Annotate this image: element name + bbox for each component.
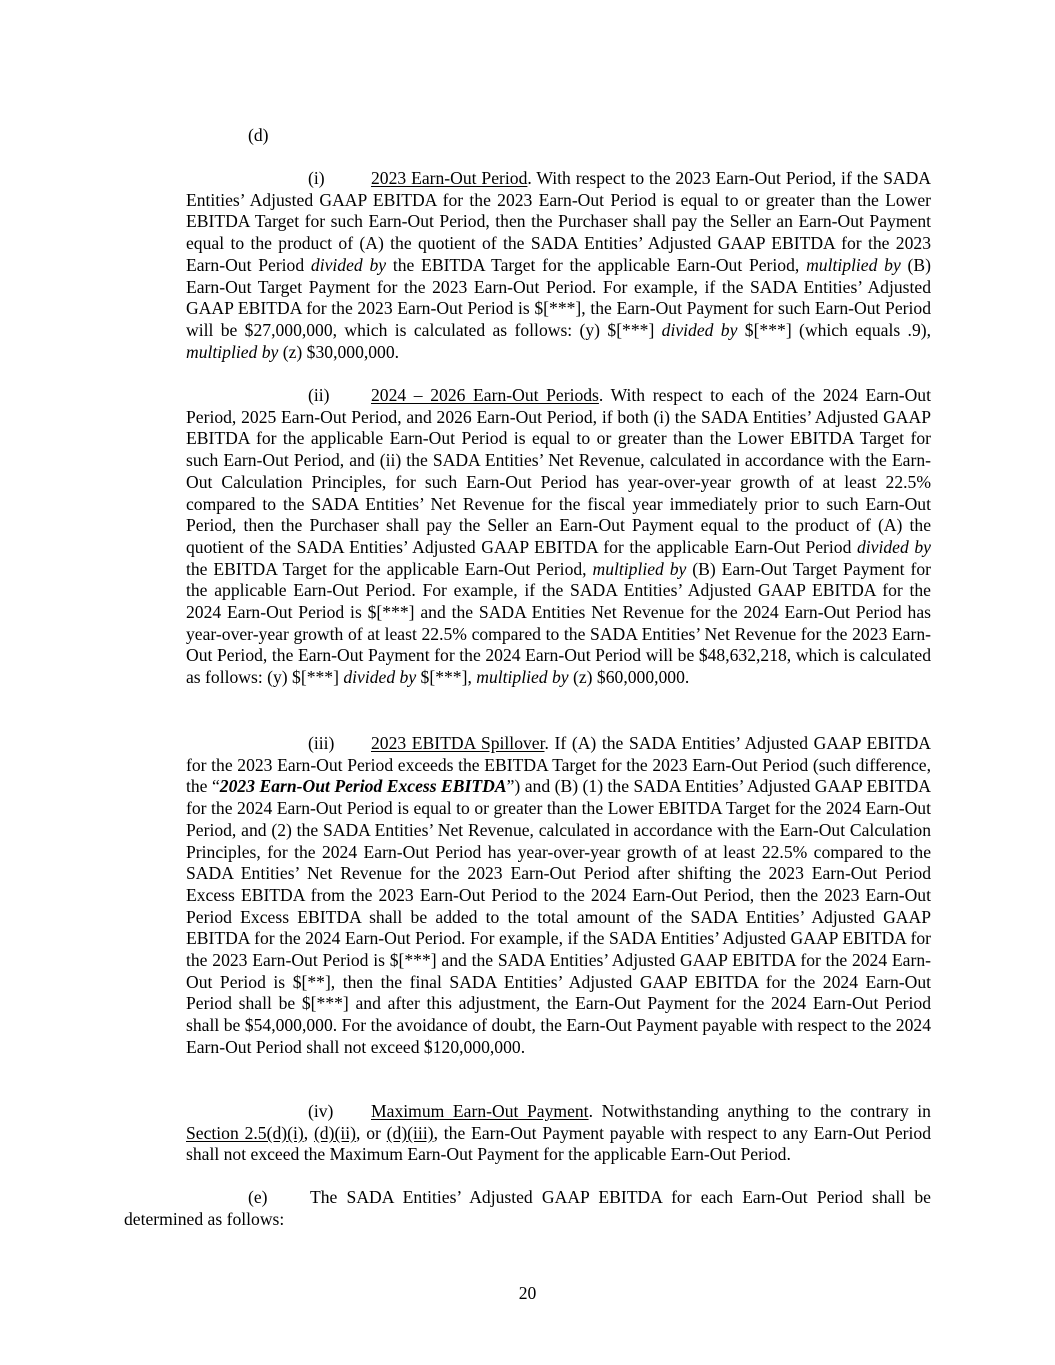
clause-text: . If (A) the SADA Entities’ Adjusted GAAP EBITDA for the 2023 Earn-Out Period exceeds the EBITDA Target for the 2023 Earn-Out Period (such difference, the “	[186, 733, 931, 797]
italic-term: divided by	[856, 536, 931, 557]
section-reference-link[interactable]: (d)(iii)	[386, 1122, 434, 1143]
clause-number: (e)	[248, 1187, 268, 1207]
clause-text: (B) Earn-Out Target Payment for the applicable Earn-Out Period. For example, if the SADA Entities’ Adjusted GAAP EBITDA for the 2024 Earn-Out Period is $[***] and the SADA Entities Net Revenue for the 2024 Earn-Out Period has year-over-year growth of at least 22.5% compared to the SADA Entities’ Net Revenue for the 2023 Earn-Out Period, the Earn-Out Payment for the 2024 Earn-Out Period will be $48,632,218, which is calculated as follows: (y) $[***]	[186, 558, 931, 688]
page-number: 20	[518, 1283, 537, 1303]
clause-title: 2023 Earn-Out Period	[371, 168, 528, 188]
italic-term: multiplied by	[806, 254, 901, 275]
italic-term: multiplied by	[476, 667, 569, 688]
defined-term: 2023 Earn-Out Period Excess EBITDA	[219, 776, 507, 797]
clause-iii	[186, 733, 931, 1059]
italic-term: multiplied by	[186, 341, 279, 362]
clause-title: 2023 EBITDA Spillover	[371, 733, 545, 753]
clause-number: (i)	[308, 168, 325, 188]
clause-i	[186, 168, 931, 363]
subsection-e	[124, 1187, 931, 1230]
clause-text: (B) Earn-Out Target Payment for the 2023 Earn-Out Period. For example, if the SADA Entities’ Adjusted GAAP EBITDA for the 2023 Earn-Out Period is $[***], the Earn-Out Payment for such Earn-Out Period will be $27,000,000, which is calculated as follows: (y) $[***]	[186, 254, 931, 340]
clause-text: , the Earn-Out Payment payable with respect to any Earn-Out Period shall not exceed the Maximum Earn-Out Payment for the applicable Earn-Out Period.	[186, 1122, 932, 1165]
clause-text: (z) $60,000,000.	[568, 667, 690, 688]
clause-text: the EBITDA Target for the applicable Earn-Out Period,	[386, 254, 807, 275]
section-reference-link[interactable]: Section 2.5(d)(i)	[186, 1122, 304, 1143]
italic-term: divided by	[661, 319, 738, 340]
clause-text: . With respect to each of the 2024 Earn-Out Period, 2025 Earn-Out Period, and 2026 Earn-Out Period, if both (i) the SADA Entities’ Adjusted GAAP EBITDA for the applicable Earn-Out Period is equal to or greater than the Lower EBITDA Target for such Earn-Out Period, and (ii) the SADA Entities’ Net Revenue, calculated in accordance with the Earn-Out Calculation Principles, for such Earn-Out Period has year-over-year growth of at least 22.5% compared to the SADA Entities’ Net Revenue for the fiscal year immediately prior to such Earn-Out Period, then the Purchaser shall pay the Seller an Earn-Out Payment equal to the product of (A) the quotient of the SADA Entities’ Adjusted GAAP EBITDA for the applicable Earn-Out Period	[186, 385, 931, 557]
clause-text: , or	[355, 1122, 387, 1143]
clause-text: ,	[303, 1122, 314, 1143]
clause-number: (iv)	[308, 1101, 334, 1121]
clause-text: . Notwithstanding anything to the contrary in	[588, 1101, 931, 1121]
clause-text: $[***] (which equals .9),	[737, 319, 931, 340]
clause-text: . With respect to the 2023 Earn-Out Period, if the SADA Entities’ Adjusted GAAP EBITDA for the 2023 Earn-Out Period is equal to or greater than the Lower EBITDA Target for such Earn-Out Period, then the Purchaser shall pay the Seller an Earn-Out Payment equal to the product of (A) the quotient of the SADA Entities’ Adjusted GAAP EBITDA for the 2023 Earn-Out Period	[186, 168, 931, 275]
clause-title: 2024 – 2026 Earn-Out Periods	[371, 385, 599, 405]
clause-number: (iii)	[308, 733, 335, 753]
clause-iv	[186, 1101, 931, 1166]
clause-text: the EBITDA Target for the applicable Earn-Out Period,	[186, 558, 593, 579]
italic-term: divided by	[343, 667, 417, 688]
clause-text: $[***],	[416, 667, 477, 688]
clause-text: ”) and (B) (1) the SADA Entities’ Adjusted GAAP EBITDA for the 2024 Earn-Out Period is equal to or greater than the Lower EBITDA Target for the 2024 Earn-Out Period, and (2) the SADA Entities’ Net Revenue, calculated in accordance with the Earn-Out Calculation Principles, for the 2024 Earn-Out Period has year-over-year growth of at least 22.5% compared to the SADA Entities’ Net Revenue for the 2023 Earn-Out Period after shifting the 2023 Earn-Out Period Excess EBITDA from the 2023 Earn-Out Period to the 2024 Earn-Out Period, then the 2023 Earn-Out Period Excess EBITDA shall be added to the total amount of the SADA Entities’ Adjusted GAAP EBITDA for the 2024 Earn-Out Period. For example, if the SADA Entities’ Adjusted GAAP EBITDA for the 2023 Earn-Out Period is $[***] and the SADA Entities’ Adjusted GAAP EBITDA for the 2024 Earn-Out Period is $[**], then the final SADA Entities’ Adjusted GAAP EBITDA for the 2024 Earn-Out Period shall be $[***] and after this adjustment, the Earn-Out Payment for the 2024 Earn-Out Period shall be $54,000,000. For the avoidance of doubt, the Earn-Out Payment payable with respect to the 2024 Earn-Out Period shall not exceed $120,000,000.	[186, 776, 931, 1057]
subsection-heading-d: (d)	[248, 125, 269, 145]
clause-title: Maximum Earn-Out Payment	[371, 1101, 589, 1121]
clause-text: The SADA Entities’ Adjusted GAAP EBITDA for each Earn-Out Period shall be determined as follows:	[124, 1187, 931, 1229]
clause-text: (z) $30,000,000.	[278, 341, 400, 362]
clause-number: (ii)	[308, 385, 330, 405]
italic-term: multiplied by	[592, 558, 687, 579]
clause-ii	[186, 385, 931, 689]
section-reference-link[interactable]: (d)(ii)	[313, 1122, 356, 1143]
italic-term: divided by	[310, 254, 387, 275]
